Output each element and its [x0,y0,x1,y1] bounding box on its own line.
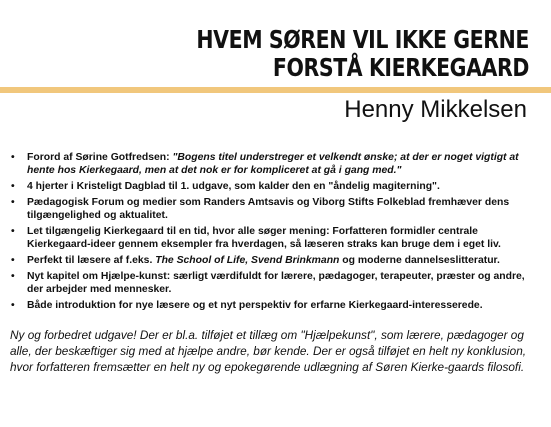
list-item-quote: "Bogens titel understreger et velkendt ønske; at der er noget vigtigt at hente hos Kierkegaard, men at det nok er for kompliceret at gå i gang med." [27,152,519,176]
list-item [10,254,536,267]
list-item-tail: og moderne dannelseslitteratur. [339,255,500,266]
list-item-lead: Perfekt til læsere af f.eks. [27,255,156,266]
accent-divider [0,87,551,93]
feature-list [10,151,536,315]
list-item: • Pædagogisk Forum og medier som Randers Amtsavis og Viborg Stifts Folkeblad fremhæver dens tilgængelighed og aktualitet. [10,196,536,222]
book-title-line-1: HVEM SØREN VIL IKKE GERNE [196,25,529,54]
author-name: Henny Mikkelsen [344,96,527,123]
list-item-italic: The School of Life, Svend Brinkmann [155,255,340,266]
book-description: Ny og forbedret udgave! Der er bl.a. tilføjet et tillæg om "Hjælpekunst", som lærere, pædagoger og alle, der beskæftiger sig med at hjælpe andre, bør kende. Der er også tilføjet en helt ny konklusion, hvor forfatteren fremsætter en helt ny og epokegørende udlægning af Søren Kierke-gaards filosofi. [10,328,527,374]
list-item: • Både introduktion for nye læsere og et nyt perspektiv for erfarne Kierkegaard-interesserede. [10,299,536,312]
book-title-line-2: FORSTÅ KIERKEGAARD [272,53,529,82]
list-item-lead: Forord af Sørine Gotfredsen: [27,152,173,163]
list-item [10,151,536,177]
book-title [111,26,529,82]
list-item: • Let tilgængelig Kierkegaard til en tid, hvor alle søger mening: Forfatteren formidler centrale Kierkegaard-ideer gennem eksempler fra hverdagen, så læseren straks kan bruge dem i eget liv. [10,225,536,251]
list-item: • Nyt kapitel om Hjælpe-kunst: særligt værdifuldt for lærere, pædagoger, terapeuter, præster og andre, der arbejder med mennesker. [10,270,536,296]
list-item: • 4 hjerter i Kristeligt Dagblad til 1. udgave, som kalder den en "åndelig magiterning". [10,180,536,193]
